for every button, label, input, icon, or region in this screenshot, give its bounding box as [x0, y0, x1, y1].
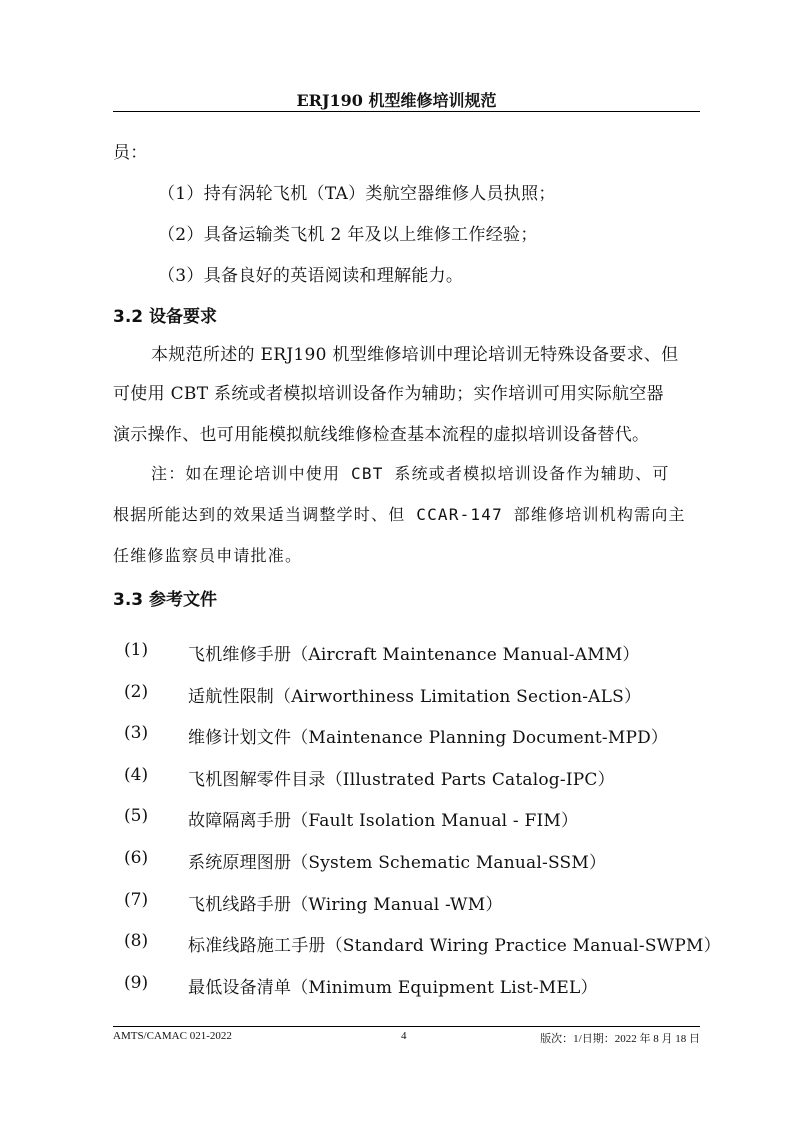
reference-title: 系统原理图册（System Schematic Manual-SSM）	[188, 853, 607, 873]
footer-doc-id: AMTS/CAMAC 021-2022	[113, 1030, 232, 1042]
equipment-paragraph-line: 可使用 CBT 系统或者模拟培训设备作为辅助；实作培训可用实际航空器	[113, 384, 664, 404]
reference-title: 飞机图解零件目录（Illustrated Parts Catalog-IPC）	[188, 770, 615, 790]
reference-number: (7)	[124, 890, 149, 910]
requirement-item: （1）持有涡轮飞机（TA）类航空器维修人员执照；	[158, 184, 556, 204]
footer-version-date: 版次：1/日期：2022 年 8 月 18 日	[540, 1033, 700, 1045]
reference-title: 维修计划文件（Maintenance Planning Document-MPD）	[188, 728, 669, 748]
footer-page-number: 4	[401, 1030, 407, 1042]
section-heading-equipment: 3.2 设备要求	[113, 307, 218, 327]
reference-number: (4)	[124, 765, 149, 785]
equipment-note-line: 任维修监察员申请批准。	[113, 546, 303, 565]
equipment-paragraph-line: 本规范所述的 ERJ190 机型维修培训中理论培训无特殊设备要求、但	[151, 345, 679, 365]
requirement-item: （3）具备良好的英语阅读和理解能力。	[158, 266, 464, 286]
page-header-title: ERJ190 机型维修培训规范	[296, 91, 497, 110]
reference-title: 故障隔离手册（Fault Isolation Manual - FIM）	[188, 811, 579, 831]
intro-tail-text: 员：	[113, 143, 148, 163]
reference-number: (2)	[124, 682, 149, 702]
section-heading-references: 3.3 参考文件	[113, 590, 218, 610]
reference-number: (3)	[124, 723, 149, 743]
equipment-note-line: 根据所能达到的效果适当调整学时、但 CCAR-147 部维修培训机构需向主	[113, 505, 686, 524]
footer-divider	[113, 1026, 700, 1027]
reference-title: 飞机维修手册（Aircraft Maintenance Manual-AMM）	[188, 645, 640, 665]
reference-number: (5)	[124, 806, 149, 826]
equipment-paragraph-line: 演示操作、也可用能模拟航线维修检查基本流程的虚拟培训设备替代。	[113, 425, 650, 445]
reference-title: 飞机线路手册（Wiring Manual -WM）	[188, 895, 503, 915]
reference-number: (1)	[124, 640, 149, 660]
equipment-note-line: 注：如在理论培训中使用 CBT 系统或者模拟培训设备作为辅助、可	[151, 464, 670, 483]
reference-title: 标准线路施工手册（Standard Wiring Practice Manual-SWPM）	[188, 936, 721, 956]
reference-number: (8)	[124, 931, 149, 951]
reference-title: 最低设备清单（Minimum Equipment List-MEL）	[188, 978, 598, 998]
reference-number: (6)	[124, 848, 149, 868]
requirement-item: （2）具备运输类飞机 2 年及以上维修工作经验；	[158, 225, 538, 245]
reference-number: (9)	[124, 973, 149, 993]
reference-title: 适航性限制（Airworthiness Limitation Section-ALS）	[188, 687, 642, 707]
header-divider	[113, 111, 700, 112]
